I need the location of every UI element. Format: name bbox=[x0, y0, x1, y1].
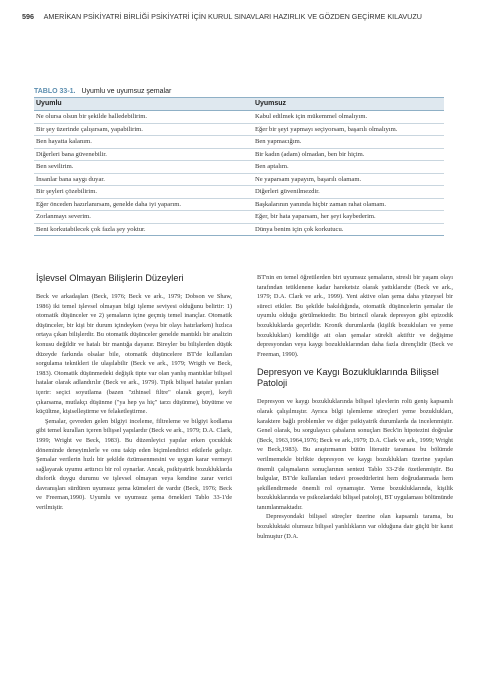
table-row bbox=[34, 199, 444, 212]
table-body bbox=[34, 111, 444, 236]
section-heading-dysfunctional-cognition-levels: İşlevsel Olmayan Bilişlerin Düzeyleri bbox=[36, 273, 184, 283]
body-paragraph: Şemalar, çevreden gelen bilgiyi inceleme, filtreleme ve bilgiyi kodlama gibi temel kuralları içeren bilişsel yapılardır (Beck ve ark., 1979; D.A. Clark, 1999; Wright ve Beck, 1983). Bu düzenleyici yapılar erken çocukluk döneminde deneyimlerle ve onu takip eden biçimlendirici etkilerle gelişir. Şemalar verilerin hızlı bir şekilde özümsenmesini ve uygun karar vermeyi sağlayarak uyumu arttırıcı bir rol oynarlar. Ancak, psikiyatrik bozukluklarda disforik duygu durumu ve işlevsel olmayan veya kendine zarar verici davranışları sürdüren uyumsuz şema kümeleri de vardır (Beck, 1976; Beck ve Freeman,1990). Uyumlu ve uyumsuz şema örnekleri Tablo 33-1'de verilmiştir. bbox=[36, 417, 232, 512]
table-header-row bbox=[34, 98, 444, 111]
table-row bbox=[34, 161, 444, 174]
left-text-column bbox=[36, 273, 232, 513]
adaptive-schema-cell: Beni korkutabilecek çok fazla şey yoktur. bbox=[36, 225, 146, 233]
maladaptive-schema-cell: Başkalarının yanında hiçbir zaman rahat olamam. bbox=[254, 200, 387, 208]
table-row bbox=[34, 111, 444, 124]
right-text-column bbox=[257, 273, 453, 541]
page-number: 596 bbox=[22, 12, 34, 21]
maladaptive-schema-cell: Dünya benim için çok korkutucu. bbox=[254, 225, 344, 233]
maladaptive-schema-cell: Kabul edilmek için mükemmel olmalıyım. bbox=[254, 113, 368, 120]
table-row bbox=[34, 149, 444, 162]
schema-table bbox=[34, 88, 444, 236]
adaptive-schema-cell: Eğer önceden hazırlanırsam, genelde daha iyi yaparım. bbox=[36, 200, 181, 208]
running-title: AMERİKAN PSİKİYATRİ BİRLİĞİ PSİKİYATRİ İÇİN KURUL SINAVLARI HAZIRLIK VE GÖZDEN GEÇİRME KILAVUZU bbox=[43, 12, 422, 21]
maladaptive-schema-cell: Eğer bir şeyi yapmayı seçiyorsam, başarılı olmalıyım. bbox=[254, 125, 398, 133]
adaptive-schema-cell: İnsanlar bana saygı duyar. bbox=[36, 175, 105, 183]
body-paragraph: Depresyondaki bilişsel süreçler üzerine olan kapsamlı tarama, bu bozukluktaki olumsuz bilişsel yanlılıkların var olduğuna dair güçlü bir kanıt bulmuştur (D.A. bbox=[257, 513, 453, 540]
table-row bbox=[34, 174, 444, 187]
table-title: Uyumlu ve uyumsuz şemalar bbox=[81, 88, 172, 95]
running-header bbox=[22, 12, 462, 21]
maladaptive-schema-cell: Bir kadın (adam) olmadan, ben bir hiçim. bbox=[254, 150, 365, 158]
maladaptive-schema-cell: Ne yaparsam yapayım, başarılı olamam. bbox=[254, 175, 362, 183]
adaptive-schema-cell: Zorlanmayı severim. bbox=[36, 213, 91, 220]
adaptive-schema-cell: Diğerleri bana güvenebilir. bbox=[36, 150, 107, 158]
column-header-adaptive: Uyumlu bbox=[36, 100, 62, 107]
table-row bbox=[34, 211, 444, 224]
body-paragraph: Beck ve arkadaşları (Beck, 1976; Beck ve ark., 1979; Dobson ve Shaw, 1986) iki temel işlevsel olmayan bilgi işleme seviyesi olduğunu belirtir: 1) otomatik düşünceler ve 2) şemaların içine geçmiş temel inançlar. Otomatik düşünceler, bir kişi bir durum içindeyken (veya bir olayı hatırlarken) hızlıca ortaya çıkan bilişlerdir. Bu otomatik düşünceler genelde mantıklı bir analizin konusu değildir ve hatalı bir mantığa dayanır. Bireyler bu bilişlerden düşük düzeyde farkında olsalar bile, otomatik düşüncelere BT'de kullanılan sorgulama teknikleri ile ulaşılabilir (Beck ve ark., 1979; Wrigth ve Beck, 1983). Otomatik düşünmedeki değişik tipte var olan yanlış mantıklar bilişsel hatalar olarak adlandırılır (Beck ve ark., 1979). Tipik bilişsel hatalar şunları içerir: seçici soyutlama (bazen "zihinsel filtre" olarak geçer), keyfi çıkarsama, mutlakçı düşünme ("ya hep ya hiç" tarzı düşünme), büyütme ve küçültme, kişiselleştirme ve felaketleştirme. bbox=[36, 293, 232, 416]
adaptive-schema-cell: Bir şey üzerinde çalışırsam, yapabilirim. bbox=[36, 125, 143, 133]
table-row bbox=[34, 186, 444, 199]
adaptive-schema-cell: Ben hayatta kalanım. bbox=[36, 138, 92, 145]
adaptive-schema-cell: Ben sevilirim. bbox=[36, 163, 74, 170]
body-paragraph: BT'nin en temel öğretilerden biri uyumsuz şemaların, stresli bir yaşam olayı tarafından tetiklenene kadar hareketsiz olarak yattıklarıdır (Beck ve ark., 1979; D.A. Clark ve ark., 1999). Yeni aktive olan şema daha yüzeysel bir süreci etkiler. Bu şekilde bakıldığında, otomatik düşüncelerin şemalar ile uyumlu olduğu görülmektedir. Bu birincil olarak depresyon gibi epizodik bozukluklarda geçerlidir. Kronik durumlarda (kişilik bozukluları ve yeme bozuklukları) kendiliğe ait olan şemalar sürekli aktiftir ve değişime depresyondan veya kaygı bozukluklarından daha fazla dirençlidir (Beck ve Freeman, 1990). bbox=[257, 274, 453, 358]
table-row bbox=[34, 124, 444, 137]
maladaptive-schema-cell: Ben yapmacığım. bbox=[254, 138, 302, 145]
table-row bbox=[34, 224, 444, 237]
column-header-maladaptive: Uyumsuz bbox=[254, 100, 287, 107]
table-number: TABLO 33-1. bbox=[34, 88, 76, 95]
adaptive-schema-cell: Bir şeyleri çözebilirim. bbox=[36, 188, 97, 195]
body-paragraph: Depresyon ve kaygı bozukluklarında bilişsel işlevlerin rolü geniş kapsamlı olarak çalışılmıştır. Ayrıca bilgi işlemleme süreçleri yeme bozuklukları, karaktere bağlı problemler ve diğer psikiyatrik durumlarda da incelenmiştir. Genel olarak, bu sorgulayıcı çabaların sonuçları Beck'in hipotezini doğrular (Beck, 1963,1964,1976; Beck ve ark.,1979; D.A. Clark ve ark., 1999; Wright ve Beck,1983). Bu araştırmanın bütün literatür taraması bu bölümde verilmemekle birlikte depresyon ve kaygı bozuklukları üzerine yapılan önemli çalışmaların sonuçlarının sentezi Tablo 33-2'de özetlenmiştir. Bu bulgular, BT'de kullanılan tedavi prosedürlerini hem doğrudanmada hem şekillendirmede önemli rol oynamıştır. Yeme bozukluklarında, kişilik bozukluklarında ve psikozlardaki bilişsel patoloji, BT uygulaması bölümünde tanımlanmaktadır. bbox=[257, 398, 453, 511]
table-row bbox=[34, 136, 444, 149]
section-heading-depression-anxiety-pathology: Depresyon ve Kaygı Bozukluklarında Bilişsel Patoloji bbox=[257, 367, 439, 389]
maladaptive-schema-cell: Diğerleri güvenilmezdir. bbox=[254, 188, 320, 195]
table-caption bbox=[34, 88, 444, 98]
maladaptive-schema-cell: Ben aptalım. bbox=[254, 163, 289, 170]
maladaptive-schema-cell: Eğer, bir hata yaparsam, her şeyi kaybederim. bbox=[254, 213, 376, 220]
adaptive-schema-cell: Ne olursa olsun bir şekilde halledebilirim. bbox=[36, 113, 147, 120]
